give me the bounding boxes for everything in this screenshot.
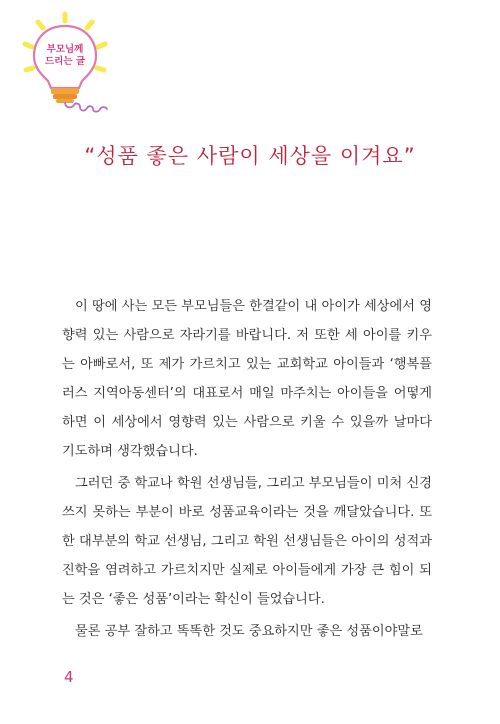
page-number: 4 (64, 668, 74, 686)
badge-label (36, 44, 94, 68)
paragraph-1: 이 땅에 사는 모든 부모님들은 한결같이 내 아이가 세상에서 영향력 있는 사람으로 자라기를 바랍니다. 저 또한 세 아이를 키우는 아빠로서, 또 제가 가르치고 있는 교회학교 아이들과 ‘행복플러스 지역아동센터’의 대표로서 매일 마주치는 아이들을 어떻게 하면 이 세상에서 영향력 있는 사람으로 키울 수 있을까 날마다 기도하며 생각했습니다. (62, 299, 432, 459)
badge-line-2: 드리는 글 (44, 56, 85, 67)
page-title: “성품 좋은 사람이 세상을 이겨요” (84, 144, 416, 168)
paragraph-3: 물론 공부 잘하고 똑똑한 것도 중요하지만 좋은 성품이야말로 (75, 624, 423, 639)
badge-line-1: 부모님께 (46, 44, 84, 55)
paragraph-2: 그러던 중 학교나 학원 선생님들, 그리고 부모님들이 미처 신경 쓰지 못하는 부분이 바로 성품교육이라는 것을 깨달았습니다. 또한 대부분의 학교 선생님, 그리고 학원 선생님들은 아이의 성적과 진학을 염려하고 가르치지만 실제로 아이들에게 가장 큰 힘이 되는 것은 ‘좋은 성품’이라는 확신이 들었습니다. (62, 476, 432, 607)
body-text (62, 292, 432, 649)
